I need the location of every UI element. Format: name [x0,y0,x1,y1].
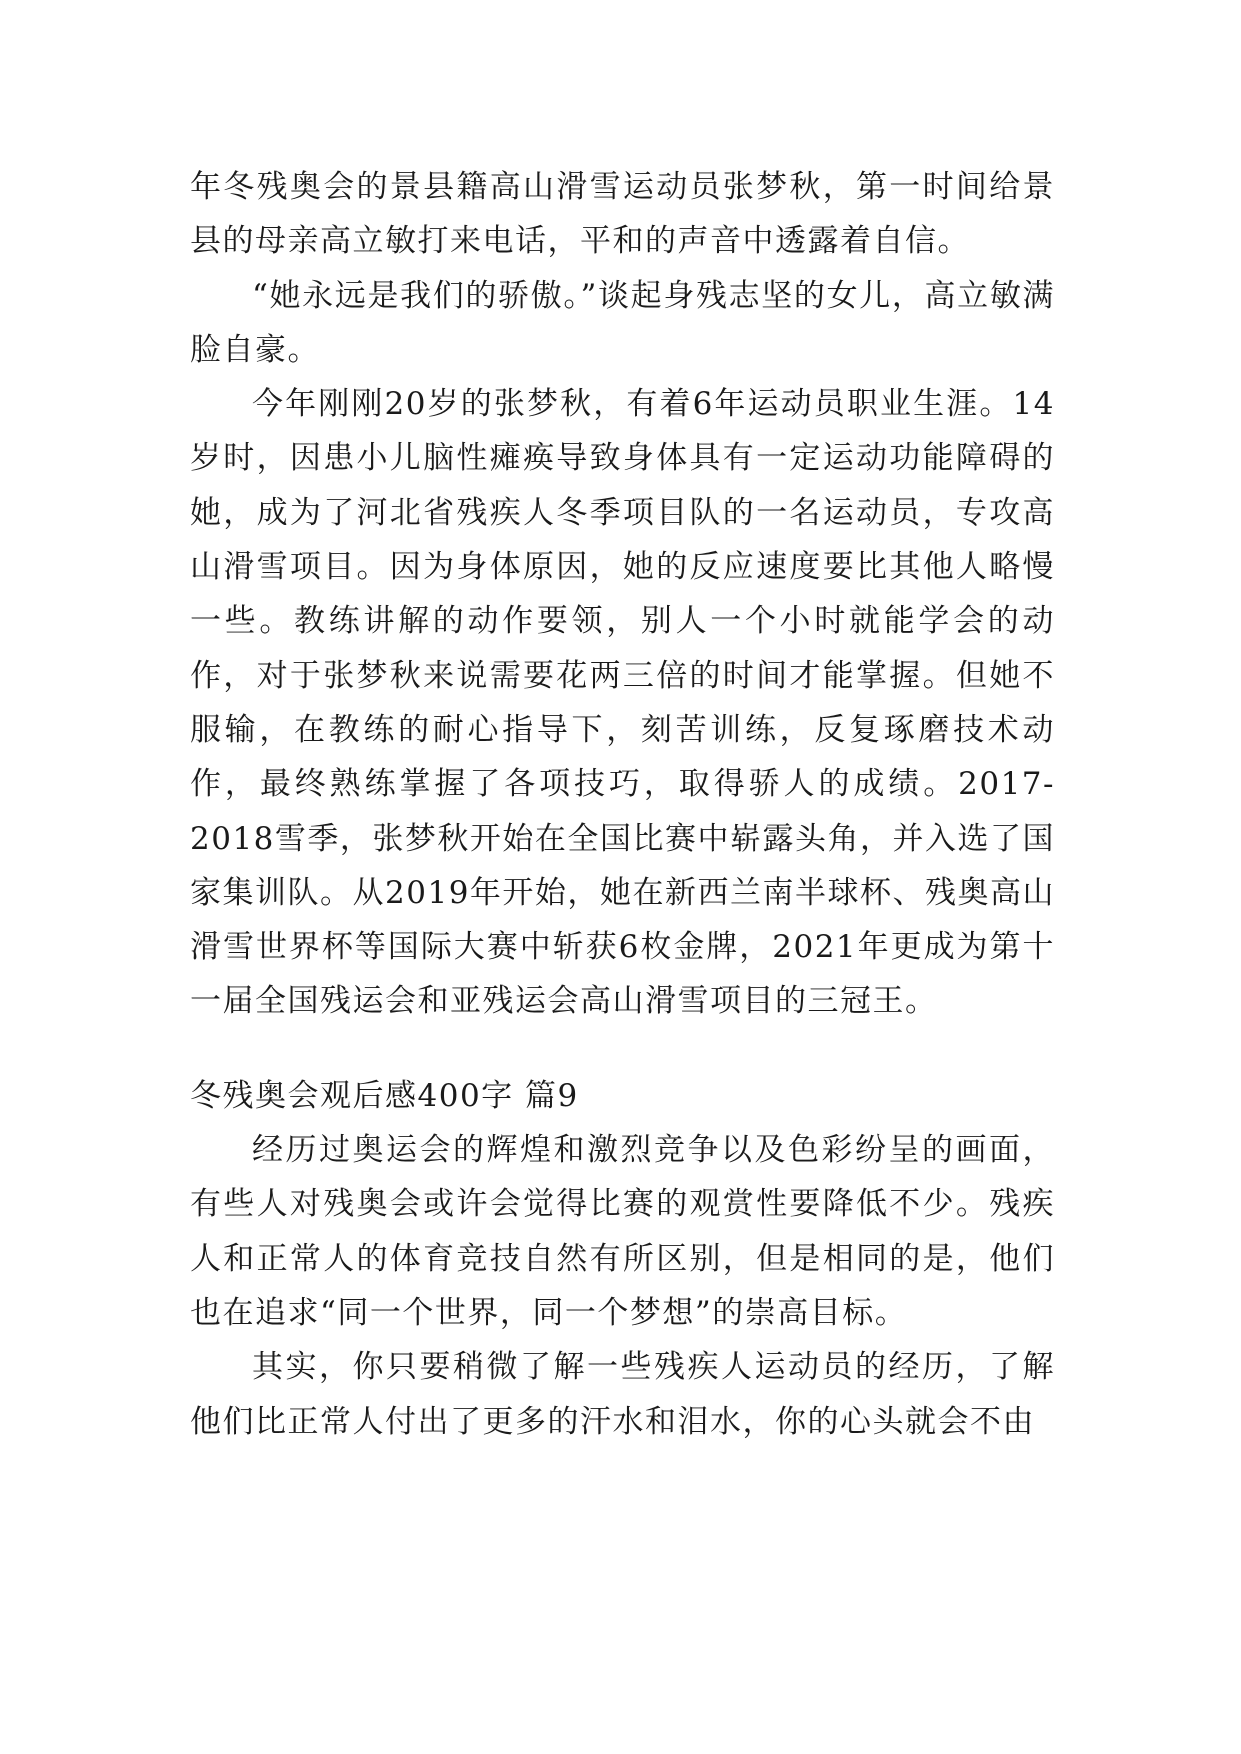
section-heading: 冬残奥会观后感400字 篇9 [190,1077,579,1114]
article-body [190,160,1055,1449]
paragraph-quote: “她永远是我们的骄傲。”谈起身残志坚的女儿，高立敏满脸自豪。 [190,277,1055,368]
paragraph-continuation: 年冬残奥会的景县籍高山滑雪运动员张梦秋，第一时间给景县的母亲高立敏打来电话，平和的声音中透露着自信。 [190,169,1055,260]
paragraph-biography: 今年刚刚20岁的张梦秋，有着6年运动员职业生涯。14岁时，因患小儿脑性瘫痪导致身体具有一定运动功能障碍的她，成为了河北省残疾人冬季项目队的一名运动员，专攻高山滑雪项目。因为身体原因，她的反应速度要比其他人略慢一些。教练讲解的动作要领，别人一个小时就能学会的动作，对于张梦秋来说需要花两三倍的时间才能掌握。但她不服输，在教练的耐心指导下，刻苦训练，反复琢磨技术动作，最终熟练掌握了各项技巧，取得骄人的成绩。2017-2018雪季，张梦秋开始在全国比赛中崭露头角，并入选了国家集训队。从2019年开始，她在新西兰南半球杯、残奥高山滑雪世界杯等国际大赛中斩获6枚金牌，2021年更成为第十一届全国残运会和亚残运会高山滑雪项目的三冠王。 [190,386,1055,1020]
paragraph-reflection-continued: 其实，你只要稍微了解一些残疾人运动员的经历，了解他们比正常人付出了更多的汗水和泪水，你的心头就会不由 [190,1349,1055,1440]
paragraph-reflection: 经历过奥运会的辉煌和激烈竞争以及色彩纷呈的画面，有些人对残奥会或许会觉得比赛的观赏性要降低不少。残疾人和正常人的体育竞技自然有所区别，但是相同的是，他们也在追求“同一个世界，同一个梦想”的崇高目标。 [190,1132,1055,1331]
